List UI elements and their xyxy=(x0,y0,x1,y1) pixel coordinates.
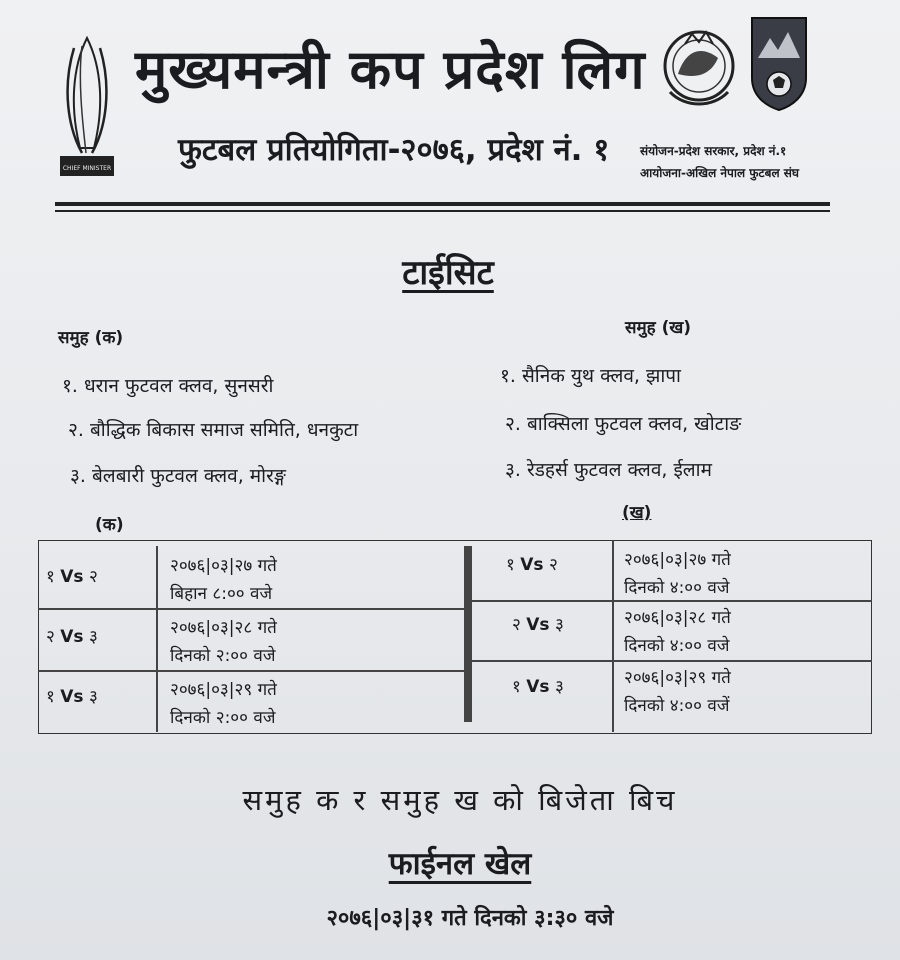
group-b-team: १. सैनिक युथ क्लव, झापा xyxy=(500,365,681,387)
group-b-match: १ Vs २ xyxy=(506,555,558,575)
group-a-team: १. धरान फुटवल क्लव, सुनसरी xyxy=(62,375,274,397)
page-subtitle: फुटबल प्रतियोगिता-२०७६, प्रदेश नं. १ xyxy=(178,132,610,168)
final-schedule: २०७६|०३|३१ गते दिनको ३:३० वजे xyxy=(326,906,614,931)
group-b-match-schedule: २०७६|०३|२७ गते दिनको ४:०० वजे xyxy=(624,550,731,598)
header-divider-thin xyxy=(55,210,830,212)
group-a-match-schedule: २०७६|०३|२९ गते दिनको २:०० वजे xyxy=(170,680,277,728)
group-b-match-schedule: २०७६|०३|२९ गते दिनको ४:०० वजें xyxy=(624,668,731,716)
page-title: मुख्यमन्त्री कप प्रदेश लिग xyxy=(135,38,646,101)
group-b-match: १ Vs ३ xyxy=(512,677,564,697)
organizer-info xyxy=(640,140,880,184)
trophy-logo-icon xyxy=(52,28,122,188)
group-a-match-schedule: २०७६|०३|२८ गते दिनको २:०० वजे xyxy=(170,618,277,666)
group-b-match-schedule: २०७६|०३|२८ गते दिनको ४:०० वजे xyxy=(624,608,731,656)
fixtures-group-divider xyxy=(464,546,472,722)
cell-border xyxy=(38,608,468,610)
group-b-fixture-label: (ख) xyxy=(622,503,652,523)
group-a-team: २. बौद्धिक बिकास समाज समिति, धनकुटा xyxy=(68,419,359,441)
cell-border xyxy=(612,540,614,732)
group-b-heading: समुह (ख) xyxy=(625,318,692,338)
group-a-match: २ Vs ३ xyxy=(46,627,98,647)
group-a-match: १ Vs २ xyxy=(46,567,98,587)
football-federation-logo-icon xyxy=(748,14,810,112)
tiesheet-heading: टाईसिट xyxy=(402,253,494,293)
group-a-match-schedule: २०७६|०३|२७ गते बिहान ८:०० वजे xyxy=(170,556,277,604)
final-heading: फाईनल खेल xyxy=(388,846,532,882)
trophy-caption: CHIEF MINISTER xyxy=(62,165,112,172)
header-divider-thick xyxy=(55,202,830,206)
group-a-match: १ Vs ३ xyxy=(46,687,98,707)
group-a-fixture-label: (क) xyxy=(95,515,124,535)
final-description: समुह क र समुह ख को बिजेता बिच xyxy=(242,783,678,817)
group-b-match: २ Vs ३ xyxy=(512,615,564,635)
organizer-line-coordination: संयोजन-प्रदेश सरकार, प्रदेश नं.१ xyxy=(640,144,787,158)
fixtures-table xyxy=(38,540,872,734)
cell-border xyxy=(472,660,872,662)
group-b-team: २. बाक्सिला फुटवल क्लव, खोटाङ xyxy=(505,413,742,435)
cell-border xyxy=(38,670,468,672)
organizer-line-organizer: आयोजना-अखिल नेपाल फुटबल संघ xyxy=(640,166,799,180)
cell-border xyxy=(156,546,158,732)
group-a-heading: समुह (क) xyxy=(58,328,124,348)
group-b-team: ३. रेडहर्स फुटवल क्लव, ईलाम xyxy=(505,459,712,481)
group-a-team: ३. बेलबारी फुटवल क्लव, मोरङ्ग xyxy=(70,465,286,487)
government-emblem-icon xyxy=(660,22,738,114)
